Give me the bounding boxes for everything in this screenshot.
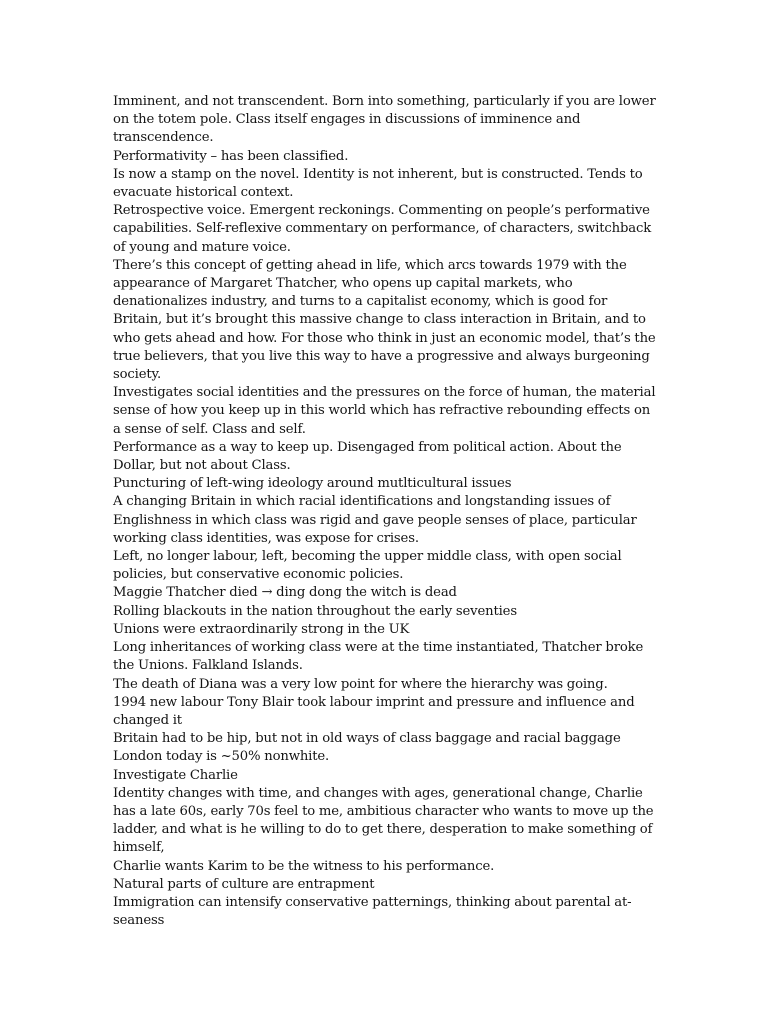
- paragraph-15: The death of Diana was a very low point for where the hierarchy was going.: [113, 676, 608, 692]
- paragraph-19: Investigate Charlie: [113, 767, 238, 783]
- paragraph-12: Rolling blackouts in the nation throughout the early seventies: [113, 603, 517, 619]
- paragraph-22: Natural parts of culture are entrapment: [113, 876, 375, 892]
- paragraph-9: A changing Britain in which racial identifications and longstanding issues of Englishness in which class was rigid and gave people senses of place, particular working class identities, was expose for crises.: [113, 494, 637, 546]
- paragraph-5: There’s this concept of getting ahead in life, which arcs towards 1979 with the appearance of Margaret Thatcher, who opens up capital markets, who denationalizes industry, and turns to a capitalist economy, which is good for Britain, but it’s brought this massive change to class interaction in Britain, and to who gets ahead and how. For those who think in just an economic model, that’s the true believers, that you live this way to have a progressive and always burgeoning society.: [113, 257, 656, 383]
- document-page: [113, 93, 658, 930]
- paragraph-6: Investigates social identities and the pressures on the force of human, the material sense of how you keep up in this world which has refractive rebounding effects on a sense of self. Class and self.: [113, 385, 656, 437]
- paragraph-21: Charlie wants Karim to be the witness to his performance.: [113, 858, 495, 874]
- paragraph-4: Retrospective voice. Emergent reckonings. Commenting on people’s performative capabilities. Self-reflexive commentary on performance, of characters, switchback of young and mature voice.: [113, 203, 652, 255]
- paragraph-8: Puncturing of left-wing ideology around mutlticultural issues: [113, 476, 512, 492]
- paragraph-7: Performance as a way to keep up. Disengaged from political action. About the Dollar, but not about Class.: [113, 439, 622, 474]
- paragraph-1: Imminent, and not transcendent. Born into something, particularly if you are lower on the totem pole. Class itself engages in discussions of imminence and transcendence.: [113, 94, 656, 146]
- paragraph-16: 1994 new labour Tony Blair took labour imprint and pressure and influence and changed it: [113, 694, 635, 728]
- paragraph-17: Britain had to be hip, but not in old ways of class baggage and racial baggage: [113, 731, 621, 747]
- paragraph-20: Identity changes with time, and changes with ages, generational change, Charlie has a late 60s, early 70s feel to me, ambitious character who wants to move up the ladder, and what is he willing to do to get there, desperation to make something of himself,: [113, 785, 654, 856]
- paragraph-2: Performativity – has been classified.: [113, 148, 349, 164]
- paragraph-13: Unions were extraordinarily strong in the UK: [113, 621, 410, 637]
- paragraph-23: Immigration can intensify conservative patternings, thinking about parental at-seaness: [113, 894, 632, 929]
- paragraph-14: Long inheritances of working class were at the time instantiated, Thatcher broke the Unions. Falkland Islands.: [113, 640, 644, 674]
- paragraph-11: Maggie Thatcher died → ding dong the witch is dead: [113, 585, 457, 601]
- paragraph-3: Is now a stamp on the novel. Identity is not inherent, but is constructed. Tends to evacuate historical context.: [113, 166, 643, 201]
- paragraph-10: Left, no longer labour, left, becoming the upper middle class, with open social policies, but conservative economic policies.: [113, 549, 622, 583]
- paragraph-18: London today is ~50% nonwhite.: [113, 749, 330, 765]
